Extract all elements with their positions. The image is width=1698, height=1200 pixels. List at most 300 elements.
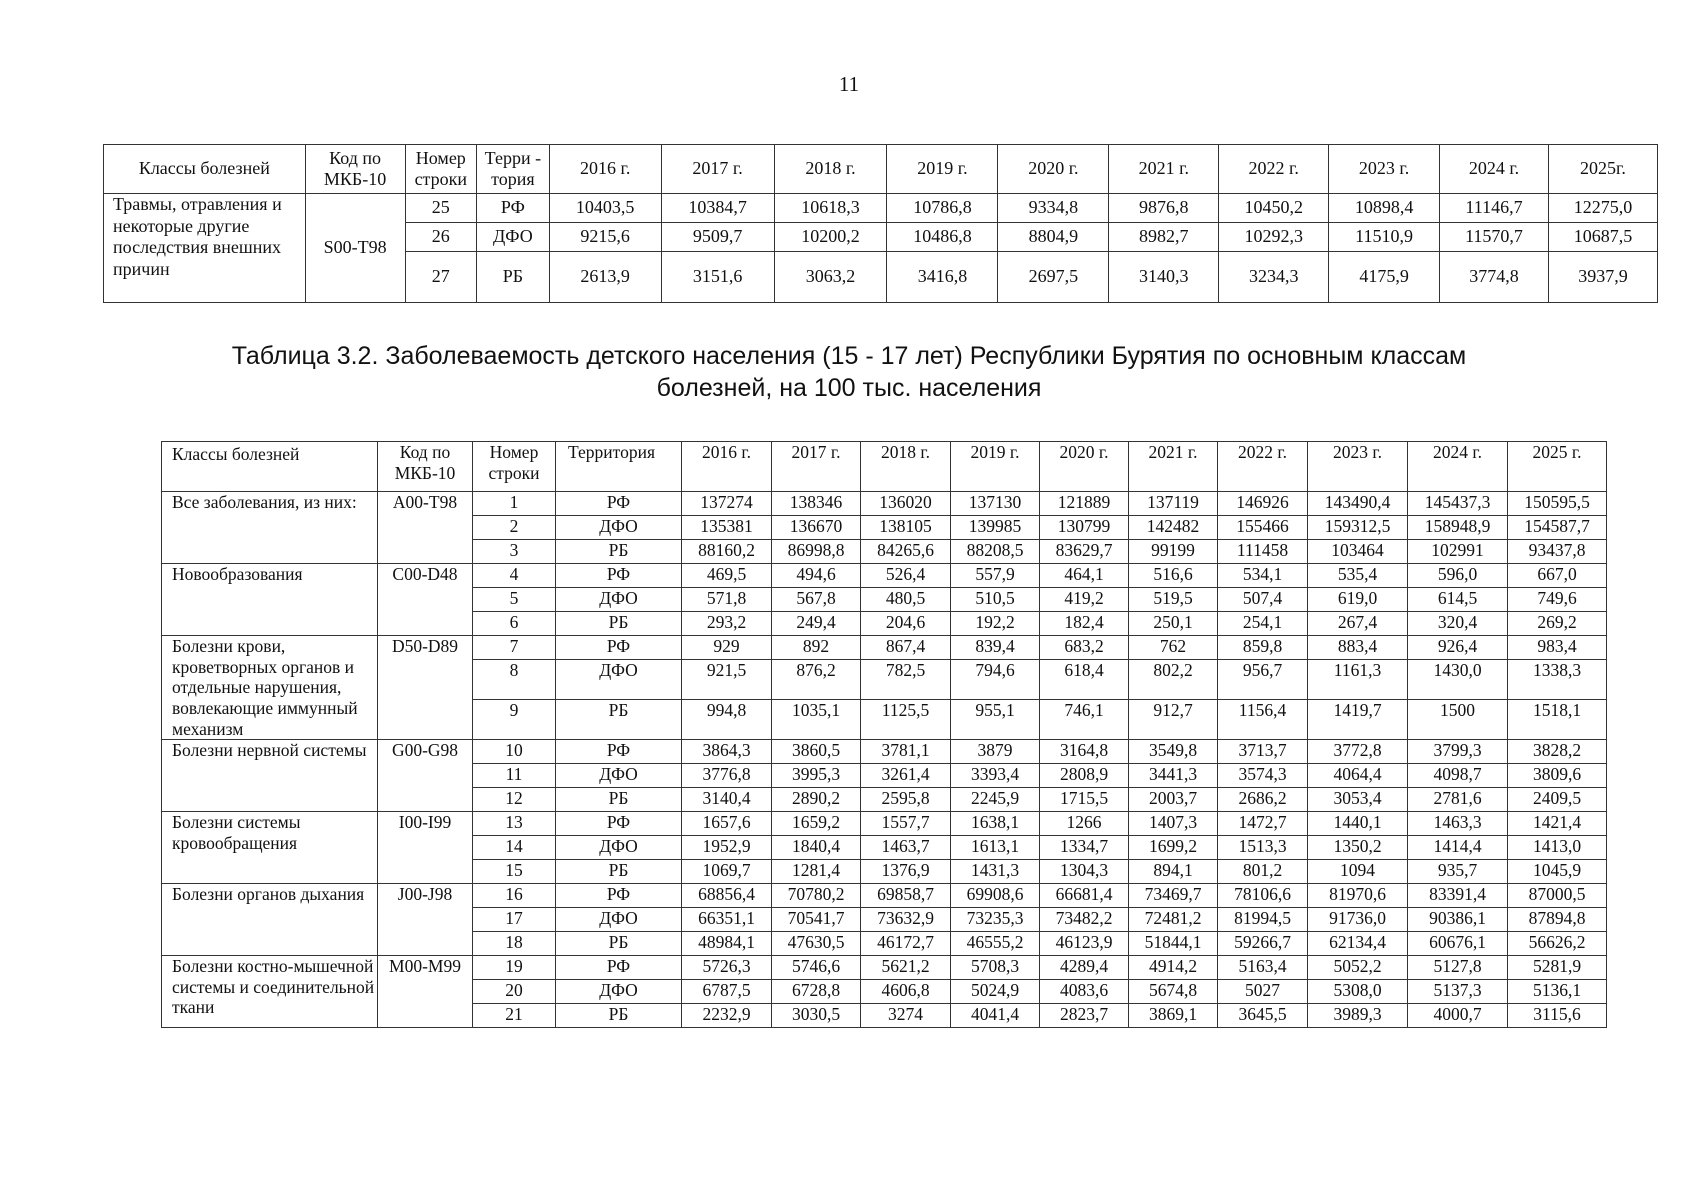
value-cell: 78106,6 bbox=[1218, 884, 1308, 908]
value-cell: 4175,9 bbox=[1329, 252, 1440, 303]
icd-code-cell: A00-T98 bbox=[378, 492, 473, 564]
header-code: Код по МКБ-10 bbox=[305, 145, 405, 194]
header-year: 2023 г. bbox=[1308, 442, 1408, 492]
disease-class-cell: Все заболевания, из них: bbox=[162, 492, 378, 564]
row-number-cell: 26 bbox=[405, 223, 477, 252]
value-cell: 1125,5 bbox=[861, 700, 951, 740]
value-cell: 1500 bbox=[1408, 700, 1508, 740]
value-cell: 926,4 bbox=[1408, 636, 1508, 660]
row-number-cell: 7 bbox=[473, 636, 556, 660]
row-number-cell: 11 bbox=[473, 764, 556, 788]
value-cell: 1638,1 bbox=[951, 812, 1040, 836]
value-cell: 138346 bbox=[772, 492, 861, 516]
territory-cell: РФ bbox=[556, 740, 682, 764]
value-cell: 1350,2 bbox=[1308, 836, 1408, 860]
value-cell: 5137,3 bbox=[1408, 980, 1508, 1004]
value-cell: 3864,3 bbox=[682, 740, 772, 764]
value-cell: 1266 bbox=[1040, 812, 1129, 836]
value-cell: 10898,4 bbox=[1329, 194, 1440, 223]
value-cell: 2409,5 bbox=[1508, 788, 1607, 812]
value-cell: 1045,9 bbox=[1508, 860, 1607, 884]
value-cell: 5708,3 bbox=[951, 956, 1040, 980]
header-year: 2021 г. bbox=[1109, 145, 1219, 194]
value-cell: 619,0 bbox=[1308, 588, 1408, 612]
row-number-cell: 27 bbox=[405, 252, 477, 303]
value-cell: 86998,8 bbox=[772, 540, 861, 564]
value-cell: 159312,5 bbox=[1308, 516, 1408, 540]
value-cell: 5136,1 bbox=[1508, 980, 1607, 1004]
value-cell: 5621,2 bbox=[861, 956, 951, 980]
value-cell: 614,5 bbox=[1408, 588, 1508, 612]
value-cell: 204,6 bbox=[861, 612, 951, 636]
value-cell: 1613,1 bbox=[951, 836, 1040, 860]
row-number-cell: 5 bbox=[473, 588, 556, 612]
value-cell: 983,4 bbox=[1508, 636, 1607, 660]
territory-cell: РБ bbox=[556, 932, 682, 956]
icd-code-cell: D50-D89 bbox=[378, 636, 473, 740]
value-cell: 4098,7 bbox=[1408, 764, 1508, 788]
value-cell: 2808,9 bbox=[1040, 764, 1129, 788]
value-cell: 10486,8 bbox=[887, 223, 998, 252]
value-cell: 88160,2 bbox=[682, 540, 772, 564]
value-cell: 46123,9 bbox=[1040, 932, 1129, 956]
icd-code-cell: G00-G98 bbox=[378, 740, 473, 812]
value-cell: 480,5 bbox=[861, 588, 951, 612]
territory-cell: РБ bbox=[556, 612, 682, 636]
table-row bbox=[162, 956, 1607, 980]
value-cell: 892 bbox=[772, 636, 861, 660]
value-cell: 1657,6 bbox=[682, 812, 772, 836]
value-cell: 419,2 bbox=[1040, 588, 1129, 612]
header-territory: Терри - тория bbox=[477, 145, 550, 194]
table-row bbox=[162, 636, 1607, 660]
value-cell: 60676,1 bbox=[1408, 932, 1508, 956]
row-number-cell: 8 bbox=[473, 660, 556, 700]
value-cell: 3549,8 bbox=[1129, 740, 1218, 764]
caption-line-2: болезней, на 100 тыс. населения bbox=[656, 374, 1042, 402]
value-cell: 3799,3 bbox=[1408, 740, 1508, 764]
row-number-cell: 19 bbox=[473, 956, 556, 980]
table-header-row bbox=[162, 442, 1607, 492]
value-cell: 87894,8 bbox=[1508, 908, 1607, 932]
value-cell: 571,8 bbox=[682, 588, 772, 612]
value-cell: 51844,1 bbox=[1129, 932, 1218, 956]
value-cell: 3151,6 bbox=[661, 252, 774, 303]
value-cell: 894,1 bbox=[1129, 860, 1218, 884]
header-row-number: Номер строки bbox=[473, 442, 556, 492]
value-cell: 2781,6 bbox=[1408, 788, 1508, 812]
value-cell: 1952,9 bbox=[682, 836, 772, 860]
value-cell: 87000,5 bbox=[1508, 884, 1607, 908]
value-cell: 69908,6 bbox=[951, 884, 1040, 908]
value-cell: 5674,8 bbox=[1129, 980, 1218, 1004]
value-cell: 1659,2 bbox=[772, 812, 861, 836]
value-cell: 136670 bbox=[772, 516, 861, 540]
value-cell: 2595,8 bbox=[861, 788, 951, 812]
value-cell: 83629,7 bbox=[1040, 540, 1129, 564]
value-cell: 2232,9 bbox=[682, 1004, 772, 1028]
value-cell: 103464 bbox=[1308, 540, 1408, 564]
icd-code-cell: I00-I99 bbox=[378, 812, 473, 884]
value-cell: 3645,5 bbox=[1218, 1004, 1308, 1028]
value-cell: 81994,5 bbox=[1218, 908, 1308, 932]
value-cell: 254,1 bbox=[1218, 612, 1308, 636]
value-cell: 2823,7 bbox=[1040, 1004, 1129, 1028]
row-number-cell: 4 bbox=[473, 564, 556, 588]
value-cell: 5024,9 bbox=[951, 980, 1040, 1004]
territory-cell: РФ bbox=[556, 564, 682, 588]
value-cell: 73469,7 bbox=[1129, 884, 1218, 908]
value-cell: 69858,7 bbox=[861, 884, 951, 908]
value-cell: 1069,7 bbox=[682, 860, 772, 884]
value-cell: 3234,3 bbox=[1219, 252, 1329, 303]
disease-class-cell: Новообразования bbox=[162, 564, 378, 636]
value-cell: 5027 bbox=[1218, 980, 1308, 1004]
value-cell: 802,2 bbox=[1129, 660, 1218, 700]
value-cell: 139985 bbox=[951, 516, 1040, 540]
value-cell: 10292,3 bbox=[1219, 223, 1329, 252]
territory-cell: ДФО bbox=[556, 980, 682, 1004]
value-cell: 138105 bbox=[861, 516, 951, 540]
territory-cell: РБ bbox=[556, 540, 682, 564]
territory-cell: ДФО bbox=[556, 516, 682, 540]
value-cell: 667,0 bbox=[1508, 564, 1607, 588]
icd-code-cell: C00-D48 bbox=[378, 564, 473, 636]
value-cell: 182,4 bbox=[1040, 612, 1129, 636]
value-cell: 955,1 bbox=[951, 700, 1040, 740]
value-cell: 4083,6 bbox=[1040, 980, 1129, 1004]
header-year: 2024 г. bbox=[1440, 145, 1549, 194]
value-cell: 3574,3 bbox=[1218, 764, 1308, 788]
value-cell: 3416,8 bbox=[887, 252, 998, 303]
value-cell: 59266,7 bbox=[1218, 932, 1308, 956]
value-cell: 10450,2 bbox=[1219, 194, 1329, 223]
header-year: 2025 г. bbox=[1508, 442, 1607, 492]
value-cell: 5163,4 bbox=[1218, 956, 1308, 980]
header-year: 2025г. bbox=[1548, 145, 1657, 194]
value-cell: 249,4 bbox=[772, 612, 861, 636]
value-cell: 3713,7 bbox=[1218, 740, 1308, 764]
value-cell: 73632,9 bbox=[861, 908, 951, 932]
value-cell: 2613,9 bbox=[549, 252, 661, 303]
row-number-cell: 18 bbox=[473, 932, 556, 956]
value-cell: 1715,5 bbox=[1040, 788, 1129, 812]
disease-class-cell: Болезни костно-мышечной системы и соединительной ткани bbox=[162, 956, 378, 1028]
value-cell: 48984,1 bbox=[682, 932, 772, 956]
value-cell: 534,1 bbox=[1218, 564, 1308, 588]
territory-cell: РФ bbox=[556, 492, 682, 516]
value-cell: 8982,7 bbox=[1109, 223, 1219, 252]
territory-cell: РБ bbox=[556, 788, 682, 812]
morbidity-table-body bbox=[162, 492, 1607, 1028]
value-cell: 250,1 bbox=[1129, 612, 1218, 636]
header-year: 2019 г. bbox=[887, 145, 998, 194]
value-cell: 1334,7 bbox=[1040, 836, 1129, 860]
value-cell: 618,4 bbox=[1040, 660, 1129, 700]
value-cell: 88208,5 bbox=[951, 540, 1040, 564]
value-cell: 90386,1 bbox=[1408, 908, 1508, 932]
header-year: 2017 г. bbox=[661, 145, 774, 194]
value-cell: 9509,7 bbox=[661, 223, 774, 252]
value-cell: 10618,3 bbox=[774, 194, 887, 223]
row-number-cell: 1 bbox=[473, 492, 556, 516]
value-cell: 1421,4 bbox=[1508, 812, 1607, 836]
table-header-row bbox=[104, 145, 1658, 194]
row-number-cell: 9 bbox=[473, 700, 556, 740]
value-cell: 267,4 bbox=[1308, 612, 1408, 636]
value-cell: 5746,6 bbox=[772, 956, 861, 980]
disease-class-cell: Травмы, отравления и некоторые другие последствия внешних причин bbox=[104, 194, 306, 303]
value-cell: 859,8 bbox=[1218, 636, 1308, 660]
value-cell: 1518,1 bbox=[1508, 700, 1607, 740]
territory-cell: РБ bbox=[477, 252, 550, 303]
value-cell: 1557,7 bbox=[861, 812, 951, 836]
value-cell: 1840,4 bbox=[772, 836, 861, 860]
territory-cell: ДФО bbox=[556, 764, 682, 788]
value-cell: 81970,6 bbox=[1308, 884, 1408, 908]
value-cell: 1414,4 bbox=[1408, 836, 1508, 860]
value-cell: 84265,6 bbox=[861, 540, 951, 564]
value-cell: 782,5 bbox=[861, 660, 951, 700]
value-cell: 93437,8 bbox=[1508, 540, 1607, 564]
value-cell: 1699,2 bbox=[1129, 836, 1218, 860]
value-cell: 146926 bbox=[1218, 492, 1308, 516]
value-cell: 3879 bbox=[951, 740, 1040, 764]
header-class: Классы болезней bbox=[104, 145, 306, 194]
header-year: 2016 г. bbox=[682, 442, 772, 492]
value-cell: 11510,9 bbox=[1329, 223, 1440, 252]
value-cell: 130799 bbox=[1040, 516, 1129, 540]
value-cell: 3781,1 bbox=[861, 740, 951, 764]
value-cell: 526,4 bbox=[861, 564, 951, 588]
territory-cell: РФ bbox=[556, 956, 682, 980]
value-cell: 1156,4 bbox=[1218, 700, 1308, 740]
value-cell: 11146,7 bbox=[1440, 194, 1549, 223]
value-cell: 683,2 bbox=[1040, 636, 1129, 660]
value-cell: 5308,0 bbox=[1308, 980, 1408, 1004]
value-cell: 3772,8 bbox=[1308, 740, 1408, 764]
value-cell: 762 bbox=[1129, 636, 1218, 660]
value-cell: 1407,3 bbox=[1129, 812, 1218, 836]
territory-cell: ДФО bbox=[556, 908, 682, 932]
table-row bbox=[162, 884, 1607, 908]
value-cell: 3274 bbox=[861, 1004, 951, 1028]
value-cell: 3809,6 bbox=[1508, 764, 1607, 788]
value-cell: 469,5 bbox=[682, 564, 772, 588]
row-number-cell: 16 bbox=[473, 884, 556, 908]
header-year: 2019 г. bbox=[951, 442, 1040, 492]
value-cell: 155466 bbox=[1218, 516, 1308, 540]
value-cell: 62134,4 bbox=[1308, 932, 1408, 956]
value-cell: 9215,6 bbox=[549, 223, 661, 252]
value-cell: 1413,0 bbox=[1508, 836, 1607, 860]
header-year: 2018 г. bbox=[861, 442, 951, 492]
value-cell: 269,2 bbox=[1508, 612, 1607, 636]
value-cell: 2003,7 bbox=[1129, 788, 1218, 812]
value-cell: 145437,3 bbox=[1408, 492, 1508, 516]
injuries-table bbox=[103, 144, 1658, 303]
value-cell: 5726,3 bbox=[682, 956, 772, 980]
value-cell: 70541,7 bbox=[772, 908, 861, 932]
disease-class-cell: Болезни нервной системы bbox=[162, 740, 378, 812]
value-cell: 5281,9 bbox=[1508, 956, 1607, 980]
value-cell: 2697,5 bbox=[998, 252, 1109, 303]
value-cell: 596,0 bbox=[1408, 564, 1508, 588]
value-cell: 70780,2 bbox=[772, 884, 861, 908]
row-number-cell: 15 bbox=[473, 860, 556, 884]
value-cell: 158948,9 bbox=[1408, 516, 1508, 540]
value-cell: 12275,0 bbox=[1548, 194, 1657, 223]
value-cell: 137274 bbox=[682, 492, 772, 516]
row-number-cell: 6 bbox=[473, 612, 556, 636]
territory-cell: РБ bbox=[556, 1004, 682, 1028]
value-cell: 5127,8 bbox=[1408, 956, 1508, 980]
value-cell: 1463,3 bbox=[1408, 812, 1508, 836]
value-cell: 883,4 bbox=[1308, 636, 1408, 660]
row-number-cell: 25 bbox=[405, 194, 477, 223]
value-cell: 136020 bbox=[861, 492, 951, 516]
value-cell: 3140,3 bbox=[1109, 252, 1219, 303]
value-cell: 516,6 bbox=[1129, 564, 1218, 588]
value-cell: 557,9 bbox=[951, 564, 1040, 588]
value-cell: 4064,4 bbox=[1308, 764, 1408, 788]
value-cell: 99199 bbox=[1129, 540, 1218, 564]
value-cell: 912,7 bbox=[1129, 700, 1218, 740]
value-cell: 73482,2 bbox=[1040, 908, 1129, 932]
row-number-cell: 21 bbox=[473, 1004, 556, 1028]
value-cell: 507,4 bbox=[1218, 588, 1308, 612]
value-cell: 839,4 bbox=[951, 636, 1040, 660]
header-row-number: Номер строки bbox=[405, 145, 477, 194]
value-cell: 3989,3 bbox=[1308, 1004, 1408, 1028]
territory-cell: РФ bbox=[477, 194, 550, 223]
value-cell: 137130 bbox=[951, 492, 1040, 516]
value-cell: 3115,6 bbox=[1508, 1004, 1607, 1028]
value-cell: 3441,3 bbox=[1129, 764, 1218, 788]
territory-cell: ДФО bbox=[477, 223, 550, 252]
value-cell: 142482 bbox=[1129, 516, 1218, 540]
value-cell: 2890,2 bbox=[772, 788, 861, 812]
header-year: 2023 г. bbox=[1329, 145, 1440, 194]
value-cell: 150595,5 bbox=[1508, 492, 1607, 516]
value-cell: 6728,8 bbox=[772, 980, 861, 1004]
value-cell: 137119 bbox=[1129, 492, 1218, 516]
value-cell: 1304,3 bbox=[1040, 860, 1129, 884]
value-cell: 1376,9 bbox=[861, 860, 951, 884]
value-cell: 8804,9 bbox=[998, 223, 1109, 252]
value-cell: 929 bbox=[682, 636, 772, 660]
value-cell: 143490,4 bbox=[1308, 492, 1408, 516]
header-territory: Территория bbox=[556, 442, 682, 492]
value-cell: 4041,4 bbox=[951, 1004, 1040, 1028]
row-number-cell: 3 bbox=[473, 540, 556, 564]
value-cell: 1094 bbox=[1308, 860, 1408, 884]
caption-line-1: Таблица 3.2. Заболеваемость детского населения (15 - 17 лет) Республики Бурятия по основным классам bbox=[231, 342, 1467, 370]
disease-class-cell: Болезни органов дыхания bbox=[162, 884, 378, 956]
value-cell: 921,5 bbox=[682, 660, 772, 700]
value-cell: 935,7 bbox=[1408, 860, 1508, 884]
value-cell: 2686,2 bbox=[1218, 788, 1308, 812]
value-cell: 3030,5 bbox=[772, 1004, 861, 1028]
header-code: Код по МКБ-10 bbox=[378, 442, 473, 492]
icd-code-cell: J00-J98 bbox=[378, 884, 473, 956]
header-year: 2020 г. bbox=[1040, 442, 1129, 492]
value-cell: 510,5 bbox=[951, 588, 1040, 612]
value-cell: 66681,4 bbox=[1040, 884, 1129, 908]
value-cell: 519,5 bbox=[1129, 588, 1218, 612]
territory-cell: ДФО bbox=[556, 836, 682, 860]
value-cell: 3140,4 bbox=[682, 788, 772, 812]
value-cell: 2245,9 bbox=[951, 788, 1040, 812]
value-cell: 1431,3 bbox=[951, 860, 1040, 884]
header-year: 2017 г. bbox=[772, 442, 861, 492]
value-cell: 1161,3 bbox=[1308, 660, 1408, 700]
value-cell: 464,1 bbox=[1040, 564, 1129, 588]
value-cell: 6787,5 bbox=[682, 980, 772, 1004]
value-cell: 3393,4 bbox=[951, 764, 1040, 788]
row-number-cell: 14 bbox=[473, 836, 556, 860]
value-cell: 3053,4 bbox=[1308, 788, 1408, 812]
value-cell: 1513,3 bbox=[1218, 836, 1308, 860]
value-cell: 135381 bbox=[682, 516, 772, 540]
value-cell: 1430,0 bbox=[1408, 660, 1508, 700]
table-caption bbox=[0, 340, 1698, 404]
header-year: 2020 г. bbox=[998, 145, 1109, 194]
territory-cell: РБ bbox=[556, 860, 682, 884]
disease-class-cell: Болезни крови, кроветворных органов и отдельные нарушения, вовлекающие иммунный механизм bbox=[162, 636, 378, 740]
value-cell: 3828,2 bbox=[1508, 740, 1607, 764]
value-cell: 876,2 bbox=[772, 660, 861, 700]
value-cell: 3774,8 bbox=[1440, 252, 1549, 303]
value-cell: 3063,2 bbox=[774, 252, 887, 303]
header-year: 2024 г. bbox=[1408, 442, 1508, 492]
value-cell: 47630,5 bbox=[772, 932, 861, 956]
value-cell: 3869,1 bbox=[1129, 1004, 1218, 1028]
value-cell: 46555,2 bbox=[951, 932, 1040, 956]
value-cell: 154587,7 bbox=[1508, 516, 1607, 540]
value-cell: 1281,4 bbox=[772, 860, 861, 884]
disease-class-cell: Болезни системы кровообращения bbox=[162, 812, 378, 884]
value-cell: 10403,5 bbox=[549, 194, 661, 223]
value-cell: 801,2 bbox=[1218, 860, 1308, 884]
value-cell: 956,7 bbox=[1218, 660, 1308, 700]
value-cell: 3776,8 bbox=[682, 764, 772, 788]
value-cell: 91736,0 bbox=[1308, 908, 1408, 932]
territory-cell: РБ bbox=[556, 700, 682, 740]
territory-cell: ДФО bbox=[556, 660, 682, 700]
value-cell: 11570,7 bbox=[1440, 223, 1549, 252]
injuries-table-body bbox=[104, 194, 1658, 303]
row-number-cell: 2 bbox=[473, 516, 556, 540]
value-cell: 192,2 bbox=[951, 612, 1040, 636]
header-year: 2022 г. bbox=[1218, 442, 1308, 492]
value-cell: 68856,4 bbox=[682, 884, 772, 908]
value-cell: 56626,2 bbox=[1508, 932, 1607, 956]
header-year: 2022 г. bbox=[1219, 145, 1329, 194]
value-cell: 111458 bbox=[1218, 540, 1308, 564]
icd-code-cell: S00-T98 bbox=[305, 194, 405, 303]
header-year: 2018 г. bbox=[774, 145, 887, 194]
value-cell: 121889 bbox=[1040, 492, 1129, 516]
table-row bbox=[162, 492, 1607, 516]
table-row bbox=[162, 564, 1607, 588]
row-number-cell: 17 bbox=[473, 908, 556, 932]
territory-cell: ДФО bbox=[556, 588, 682, 612]
value-cell: 1338,3 bbox=[1508, 660, 1607, 700]
value-cell: 749,6 bbox=[1508, 588, 1607, 612]
value-cell: 1035,1 bbox=[772, 700, 861, 740]
value-cell: 1472,7 bbox=[1218, 812, 1308, 836]
